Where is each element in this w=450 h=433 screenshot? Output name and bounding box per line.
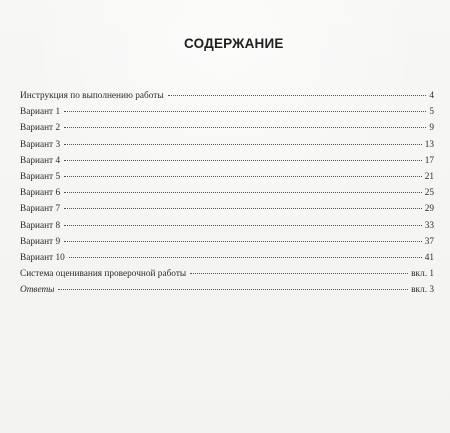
toc-entry-label: Система оценивания проверочной работы xyxy=(20,269,187,280)
dot-leader xyxy=(64,127,426,128)
toc-entry-label: Вариант 1 xyxy=(20,107,61,118)
page-title: СОДЕРЖАНИЕ xyxy=(184,36,284,51)
toc-entry-label: Вариант 5 xyxy=(20,171,61,182)
toc-entry-label: Вариант 10 xyxy=(20,252,65,263)
toc-entry-variant-5 xyxy=(20,169,434,185)
toc-entry-page: 17 xyxy=(424,155,434,166)
toc-entry-page: 9 xyxy=(429,123,434,134)
dot-leader xyxy=(69,257,422,258)
toc-entry-label: Вариант 8 xyxy=(20,220,61,231)
dot-leader xyxy=(190,273,408,274)
toc-entry-label: Вариант 4 xyxy=(20,155,61,166)
toc-entry-page: 21 xyxy=(424,171,434,182)
toc-entry-variant-10 xyxy=(20,250,434,266)
dot-leader xyxy=(64,160,422,161)
toc-entry-instructions xyxy=(20,88,434,104)
toc-entry-label: Ответы xyxy=(20,285,55,296)
toc-entry-variant-1 xyxy=(20,104,434,120)
toc-entry-page: 29 xyxy=(424,204,434,215)
toc-entry-label: Вариант 6 xyxy=(20,188,61,199)
toc-entry-page: 4 xyxy=(429,91,434,101)
dot-leader xyxy=(64,208,422,209)
toc-entry-page: 5 xyxy=(429,107,434,118)
toc-entry-variant-4 xyxy=(20,153,434,169)
dot-leader xyxy=(168,95,427,96)
toc-entry-answers xyxy=(20,282,434,298)
toc-entry-page: вкл. 1 xyxy=(411,269,434,280)
toc-entry-label: Вариант 7 xyxy=(20,204,61,215)
dot-leader xyxy=(64,225,422,226)
toc-entry-variant-9 xyxy=(20,234,434,250)
toc-entry-label: Вариант 2 xyxy=(20,123,61,134)
toc-entry-grading-system xyxy=(20,266,434,282)
toc-entry-page: вкл. 3 xyxy=(411,285,434,296)
toc-entry-variant-7 xyxy=(20,201,434,217)
toc-entry-variant-2 xyxy=(20,120,434,136)
toc-entry-page: 41 xyxy=(424,252,434,263)
dot-leader xyxy=(58,289,408,290)
dot-leader xyxy=(64,192,422,193)
dot-leader xyxy=(64,241,422,242)
toc-entry-label: Вариант 9 xyxy=(20,236,61,247)
dot-leader xyxy=(64,176,422,177)
toc-entry-variant-8 xyxy=(20,218,434,234)
toc-entry-variant-3 xyxy=(20,137,434,153)
toc-entry-label: Вариант 3 xyxy=(20,139,61,150)
toc-entry-page: 25 xyxy=(424,188,434,199)
toc-entry-page: 33 xyxy=(424,220,434,231)
dot-leader xyxy=(64,111,426,112)
table-of-contents xyxy=(20,88,434,298)
toc-entry-page: 13 xyxy=(424,139,434,150)
toc-entry-variant-6 xyxy=(20,185,434,201)
toc-entry-label: Инструкция по выполнению работы xyxy=(20,91,164,101)
toc-entry-page: 37 xyxy=(424,236,434,247)
dot-leader xyxy=(64,144,422,145)
